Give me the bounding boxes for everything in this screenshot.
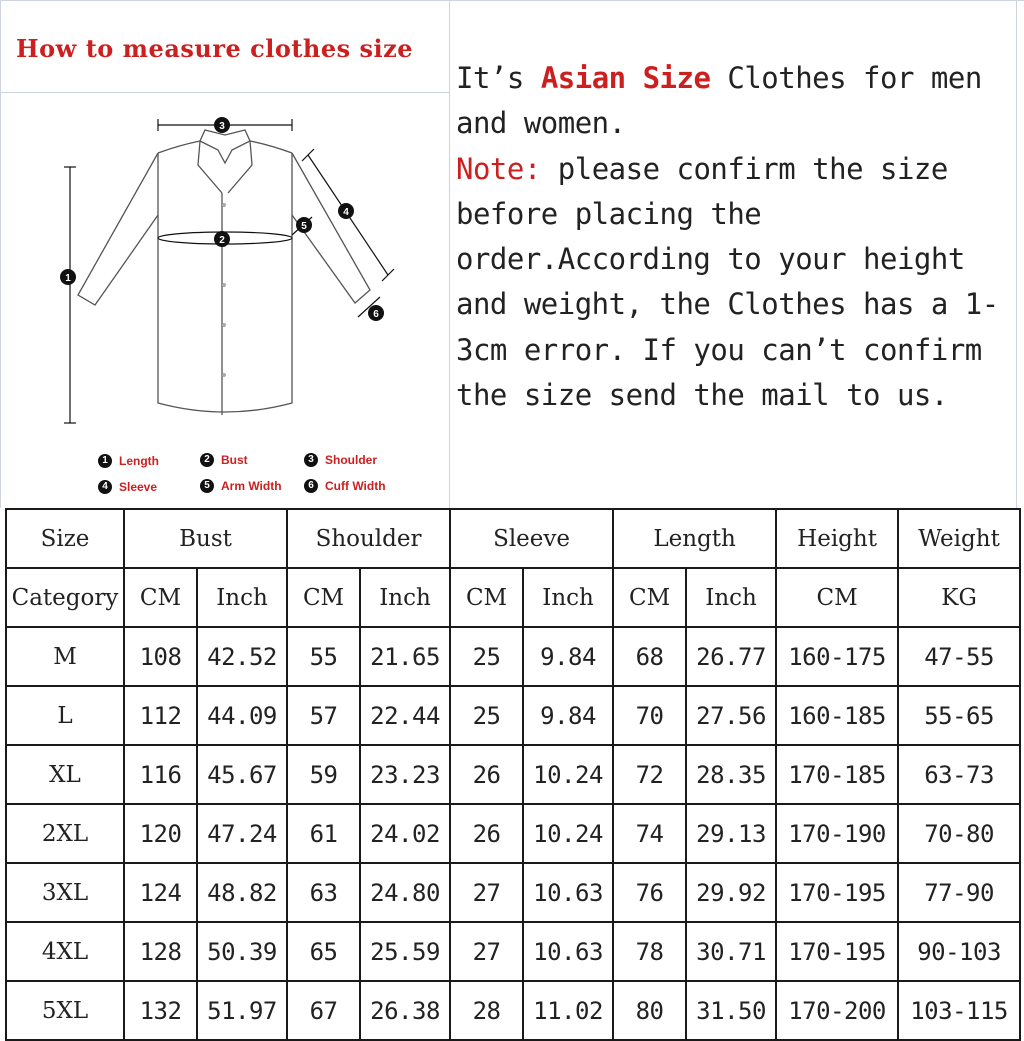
header-bust: Bust [124, 509, 287, 568]
table-cell: 9.84 [523, 627, 613, 686]
table-cell: 59 [287, 745, 360, 804]
table-cell: 77-90 [898, 863, 1020, 922]
svg-text:1: 1 [65, 273, 71, 284]
table-row [6, 804, 1020, 863]
legend-number-3: 3 [304, 453, 318, 467]
table-cell: 67 [287, 981, 360, 1040]
table-cell: 44.09 [197, 686, 287, 745]
table-cell: 47-55 [898, 627, 1020, 686]
table-cell: 27 [450, 922, 523, 981]
legend-number-2: 2 [200, 453, 214, 467]
table-cell: 128 [124, 922, 197, 981]
table-cell: 63 [287, 863, 360, 922]
table-cell: 108 [124, 627, 197, 686]
table-cell: 120 [124, 804, 197, 863]
table-cell: 170-200 [776, 981, 898, 1040]
subheader-cell: CM [613, 568, 686, 627]
header-sleeve: Sleeve [450, 509, 613, 568]
svg-text:3: 3 [219, 121, 225, 132]
table-cell: 28.35 [686, 745, 776, 804]
table-cell: 78 [613, 922, 686, 981]
legend-label-length: Length [119, 454, 159, 468]
size-label-cell: XL [6, 745, 124, 804]
table-cell: 10.63 [523, 863, 613, 922]
table-cell: 25.59 [360, 922, 450, 981]
table-cell: 10.24 [523, 745, 613, 804]
legend-item-bust [200, 453, 248, 467]
size-chart-table [5, 508, 1021, 1041]
table-cell: 27 [450, 863, 523, 922]
table-cell: 30.71 [686, 922, 776, 981]
legend-item-length [98, 454, 159, 468]
subheader-cell: KG [898, 568, 1020, 627]
table-cell: 80 [613, 981, 686, 1040]
size-label-cell: 2XL [6, 804, 124, 863]
table-cell: 103-115 [898, 981, 1020, 1040]
table-row [6, 863, 1020, 922]
subheader-cell: CM [287, 568, 360, 627]
table-row [6, 627, 1020, 686]
legend-label-arm-width: Arm Width [221, 479, 282, 493]
table-cell: 55 [287, 627, 360, 686]
table-cell: 160-185 [776, 686, 898, 745]
table-cell: 11.02 [523, 981, 613, 1040]
legend-label-sleeve: Sleeve [119, 480, 158, 494]
shirt-measurement-diagram [50, 105, 410, 435]
subheader-row [6, 568, 1020, 627]
table-cell: 70-80 [898, 804, 1020, 863]
legend-label-bust: Bust [221, 453, 248, 467]
size-label-cell: 3XL [6, 863, 124, 922]
legend-number-6: 6 [304, 479, 318, 493]
subheader-cell: CM [124, 568, 197, 627]
header-height: Height [776, 509, 898, 568]
table-cell: 10.24 [523, 804, 613, 863]
table-cell: 23.23 [360, 745, 450, 804]
svg-text:2: 2 [219, 235, 225, 246]
header-weight: Weight [898, 509, 1020, 568]
table-cell: 63-73 [898, 745, 1020, 804]
header-length: Length [613, 509, 776, 568]
table-cell: 72 [613, 745, 686, 804]
table-cell: 26 [450, 804, 523, 863]
legend-number-1: 1 [98, 454, 112, 468]
notice-intro-end: Clothes for men and women. [456, 61, 982, 141]
subheader-cell: Inch [360, 568, 450, 627]
table-cell: 10.63 [523, 922, 613, 981]
size-rows [6, 627, 1020, 1040]
legend-item-sleeve [98, 480, 157, 494]
legend-number-5: 5 [200, 479, 214, 493]
table-row [6, 745, 1020, 804]
table-cell: 116 [124, 745, 197, 804]
note-label: Note: [456, 151, 541, 186]
header-row [6, 509, 1020, 568]
table-cell: 21.65 [360, 627, 450, 686]
legend-item-cuff-width [304, 479, 386, 493]
table-cell: 55-65 [898, 686, 1020, 745]
table-cell: 51.97 [197, 981, 287, 1040]
size-label-cell: M [6, 627, 124, 686]
table-cell: 47.24 [197, 804, 287, 863]
table-cell: 27.56 [686, 686, 776, 745]
size-notice [456, 56, 1016, 418]
legend-item-shoulder [304, 453, 377, 467]
legend-label-shoulder: Shoulder [325, 453, 378, 467]
table-cell: 25 [450, 627, 523, 686]
table-cell: 26 [450, 745, 523, 804]
notice-intro-start: It’s [456, 61, 541, 95]
table-cell: 160-175 [776, 627, 898, 686]
table-cell: 31.50 [686, 981, 776, 1040]
subheader-cell: Inch [523, 568, 613, 627]
subheader-cell: Inch [197, 568, 287, 627]
table-cell: 45.67 [197, 745, 287, 804]
legend-number-4: 4 [98, 480, 112, 494]
subheader-cell: CM [776, 568, 898, 627]
table-cell: 26.77 [686, 627, 776, 686]
table-cell: 29.13 [686, 804, 776, 863]
table-cell: 42.52 [197, 627, 287, 686]
legend-label-cuff-width: Cuff Width [325, 479, 386, 493]
table-row [6, 981, 1020, 1040]
table-cell: 29.92 [686, 863, 776, 922]
table-cell: 57 [287, 686, 360, 745]
size-label-cell: L [6, 686, 124, 745]
asian-size-highlight: Asian Size [540, 61, 711, 95]
table-cell: 124 [124, 863, 197, 922]
table-cell: 74 [613, 804, 686, 863]
table-cell: 90-103 [898, 922, 1020, 981]
table-cell: 170-195 [776, 922, 898, 981]
table-cell: 24.80 [360, 863, 450, 922]
table-cell: 61 [287, 804, 360, 863]
note-text: please confirm the size before placing the order.According to your height and weight, the Clothes has a 1-3cm error. If you can’t confirm the size send the mail to us. [456, 151, 999, 413]
table-cell: 68 [613, 627, 686, 686]
table-cell: 76 [613, 863, 686, 922]
svg-text:4: 4 [343, 207, 349, 218]
subheader-cell: CM [450, 568, 523, 627]
table-cell: 28 [450, 981, 523, 1040]
header-shoulder: Shoulder [287, 509, 450, 568]
table-cell: 25 [450, 686, 523, 745]
size-label-cell: 5XL [6, 981, 124, 1040]
table-cell: 170-190 [776, 804, 898, 863]
table-row [6, 922, 1020, 981]
table-row [6, 686, 1020, 745]
size-label-cell: 4XL [6, 922, 124, 981]
table-cell: 132 [124, 981, 197, 1040]
subheader-cell: Inch [686, 568, 776, 627]
table-cell: 65 [287, 922, 360, 981]
table-cell: 70 [613, 686, 686, 745]
table-cell: 24.02 [360, 804, 450, 863]
table-cell: 50.39 [197, 922, 287, 981]
table-cell: 22.44 [360, 686, 450, 745]
table-cell: 170-195 [776, 863, 898, 922]
svg-text:5: 5 [301, 221, 307, 232]
table-cell: 26.38 [360, 981, 450, 1040]
legend-item-arm-width [200, 479, 282, 493]
table-cell: 9.84 [523, 686, 613, 745]
subheader-cell: Category [6, 568, 124, 627]
svg-text:6: 6 [373, 309, 379, 320]
measure-guide-title: How to measure clothes size [16, 34, 414, 63]
table-cell: 48.82 [197, 863, 287, 922]
table-cell: 170-185 [776, 745, 898, 804]
header-size: Size [6, 509, 124, 568]
table-cell: 112 [124, 686, 197, 745]
